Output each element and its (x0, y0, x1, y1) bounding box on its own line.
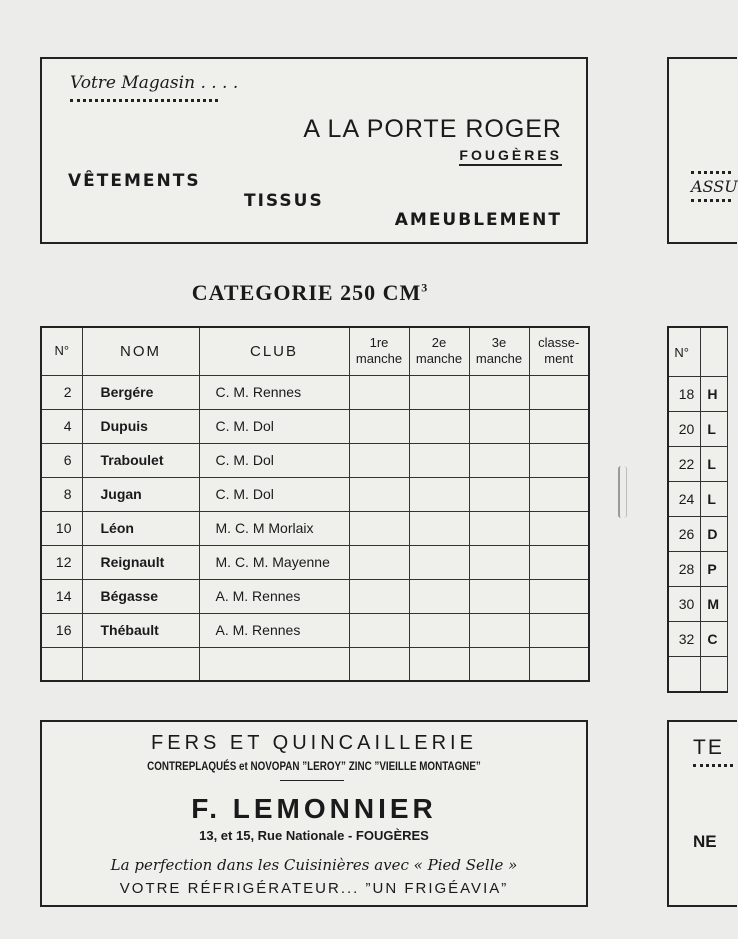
cell-manche-3 (469, 579, 529, 613)
table-row (668, 447, 728, 482)
cell-club: C. M. Dol (199, 409, 349, 443)
cell-nom: H (701, 377, 728, 412)
cell-nom: C (701, 622, 728, 657)
category-title-text: CATEGORIE 250 CM (191, 280, 422, 305)
cell-nom: Bégasse (82, 579, 199, 613)
dotted-rule (691, 199, 731, 202)
header-nom (701, 327, 728, 377)
cell-nom (82, 647, 199, 681)
cell-club: A. M. Rennes (199, 613, 349, 647)
right-ad-text: TE (693, 736, 724, 759)
cell-manche-3 (469, 647, 529, 681)
right-ad-text: NE (693, 832, 717, 851)
header-num: N° (668, 327, 701, 377)
cell-manche-3 (469, 409, 529, 443)
table-row (41, 613, 589, 647)
cell-classement (529, 579, 589, 613)
cell-num: 28 (668, 552, 701, 587)
table-row (41, 375, 589, 409)
cell-club: C. M. Rennes (199, 375, 349, 409)
cell-nom: M (701, 587, 728, 622)
cell-num: 6 (41, 443, 82, 477)
cell-manche-3 (469, 477, 529, 511)
dotted-rule (70, 99, 218, 102)
right-results-table-fragment (667, 326, 728, 693)
shop-address: 13, et 15, Rue Nationale - FOUGÈRES (199, 828, 429, 843)
cell-num: 14 (41, 579, 82, 613)
cell-classement (529, 375, 589, 409)
table-row (41, 647, 589, 681)
dotted-rule (691, 171, 731, 174)
cell-manche-1 (349, 375, 409, 409)
category-title (0, 280, 620, 306)
cell-nom: L (701, 447, 728, 482)
cell-classement (529, 647, 589, 681)
table-row (668, 657, 728, 693)
table-row (41, 579, 589, 613)
header-num: N° (41, 327, 82, 375)
shop-name: A LA PORTE ROGER (303, 115, 562, 143)
table-header-row (41, 327, 589, 375)
cell-nom: P (701, 552, 728, 587)
cell-num: 8 (41, 477, 82, 511)
cell-num: 24 (668, 482, 701, 517)
cell-num: 32 (668, 622, 701, 657)
cell-classement (529, 477, 589, 511)
header-manche-2 (409, 327, 469, 375)
table-row (668, 412, 728, 447)
cell-classement (529, 511, 589, 545)
cell-num: 26 (668, 517, 701, 552)
cell-manche-3 (469, 375, 529, 409)
divider (280, 780, 344, 781)
advertisement-porte-roger (40, 57, 588, 244)
cell-num: 10 (41, 511, 82, 545)
cell-num (668, 657, 701, 693)
header-classement-2: ment (544, 351, 574, 367)
ad-item-vetements: VÊTEMENTS (68, 171, 201, 191)
ad-heading: FERS ET QUINCAILLERIE (151, 732, 477, 754)
header-manche-1-label: manche (355, 351, 403, 367)
ad-tagline: VOTRE RÉFRIGÉRATEUR... ”UN FRIGÉAVIA” (119, 880, 509, 897)
cell-nom: Reignault (82, 545, 199, 579)
header-classement-1: classe- (538, 335, 580, 351)
table-row (668, 377, 728, 412)
header-nom: NOM (82, 327, 199, 375)
table-row (41, 545, 589, 579)
cell-classement (529, 443, 589, 477)
cell-club: C. M. Dol (199, 443, 349, 477)
cell-classement (529, 409, 589, 443)
ad-slogan: La perfection dans les Cuisinières avec « Pied Selle » (110, 856, 518, 874)
cell-classement (529, 613, 589, 647)
cell-manche-3 (469, 443, 529, 477)
cell-manche-2 (409, 647, 469, 681)
cell-manche-2 (409, 613, 469, 647)
cell-num (41, 647, 82, 681)
cell-manche-1 (349, 409, 409, 443)
cell-num: 30 (668, 587, 701, 622)
results-table (40, 326, 590, 682)
cell-manche-1 (349, 511, 409, 545)
cell-club: A. M. Rennes (199, 579, 349, 613)
cell-club: M. C. M. Mayenne (199, 545, 349, 579)
header-manche-3-label: manche (475, 351, 523, 367)
table-row (668, 622, 728, 657)
table-row (668, 517, 728, 552)
cell-nom: D (701, 517, 728, 552)
cell-num: 4 (41, 409, 82, 443)
cell-classement (529, 545, 589, 579)
ad-item-ameublement: AMEUBLEMENT (394, 210, 562, 230)
cell-nom: Thébault (82, 613, 199, 647)
cell-num: 16 (41, 613, 82, 647)
cell-manche-2 (409, 511, 469, 545)
table-row (41, 409, 589, 443)
cell-club (199, 647, 349, 681)
cell-manche-3 (469, 511, 529, 545)
cell-manche-1 (349, 613, 409, 647)
right-ad-text: ASSU (691, 177, 738, 196)
cell-manche-1 (349, 443, 409, 477)
cell-nom: Traboulet (82, 443, 199, 477)
cell-manche-2 (409, 443, 469, 477)
cell-manche-2 (409, 545, 469, 579)
ad-label: Votre Magasin . . . . (70, 73, 239, 93)
cell-manche-1 (349, 647, 409, 681)
cell-num: 12 (41, 545, 82, 579)
cell-nom: Léon (82, 511, 199, 545)
cell-manche-1 (349, 579, 409, 613)
category-title-superscript: 3 (421, 280, 429, 295)
shop-town: FOUGÈRES (459, 147, 562, 166)
cell-num: 18 (668, 377, 701, 412)
cell-manche-2 (409, 579, 469, 613)
binding-staple (618, 466, 627, 518)
table-row (668, 552, 728, 587)
cell-num: 20 (668, 412, 701, 447)
header-manche-3 (469, 327, 529, 375)
cell-manche-3 (469, 613, 529, 647)
cell-nom: Dupuis (82, 409, 199, 443)
table-row (668, 482, 728, 517)
header-manche-1 (349, 327, 409, 375)
table-row (668, 587, 728, 622)
header-manche-3-ordinal: 3e (491, 335, 507, 351)
header-manche-2-label: manche (415, 351, 463, 367)
cell-nom: L (701, 412, 728, 447)
cell-nom: L (701, 482, 728, 517)
right-advertisement-fragment (667, 57, 737, 244)
right-advertisement-fragment-bottom (667, 720, 737, 907)
ad-item-tissus: TISSUS (244, 191, 324, 211)
header-classement (529, 327, 589, 375)
table-row (41, 477, 589, 511)
cell-num: 22 (668, 447, 701, 482)
shop-name: F. LEMONNIER (191, 793, 437, 824)
cell-manche-2 (409, 375, 469, 409)
cell-manche-2 (409, 477, 469, 511)
cell-manche-2 (409, 409, 469, 443)
cell-nom: Bergére (82, 375, 199, 409)
table-row (41, 511, 589, 545)
cell-num: 2 (41, 375, 82, 409)
cell-nom: Jugan (82, 477, 199, 511)
table-header-row (668, 327, 728, 377)
advertisement-lemonnier (40, 720, 588, 907)
header-manche-2-ordinal: 2e (431, 335, 447, 351)
cell-manche-1 (349, 545, 409, 579)
dotted-rule (693, 764, 733, 767)
header-club: CLUB (199, 327, 349, 375)
table-row (41, 443, 589, 477)
cell-club: C. M. Dol (199, 477, 349, 511)
cell-club: M. C. M Morlaix (199, 511, 349, 545)
header-manche-1-ordinal: 1re (369, 335, 389, 351)
ad-products: CONTREPLAQUÉS et NOVOPAN ”LEROY” ZINC ”VIEILLE MONTAGNE” (147, 759, 481, 773)
cell-manche-1 (349, 477, 409, 511)
cell-nom (701, 657, 728, 693)
cell-manche-3 (469, 545, 529, 579)
